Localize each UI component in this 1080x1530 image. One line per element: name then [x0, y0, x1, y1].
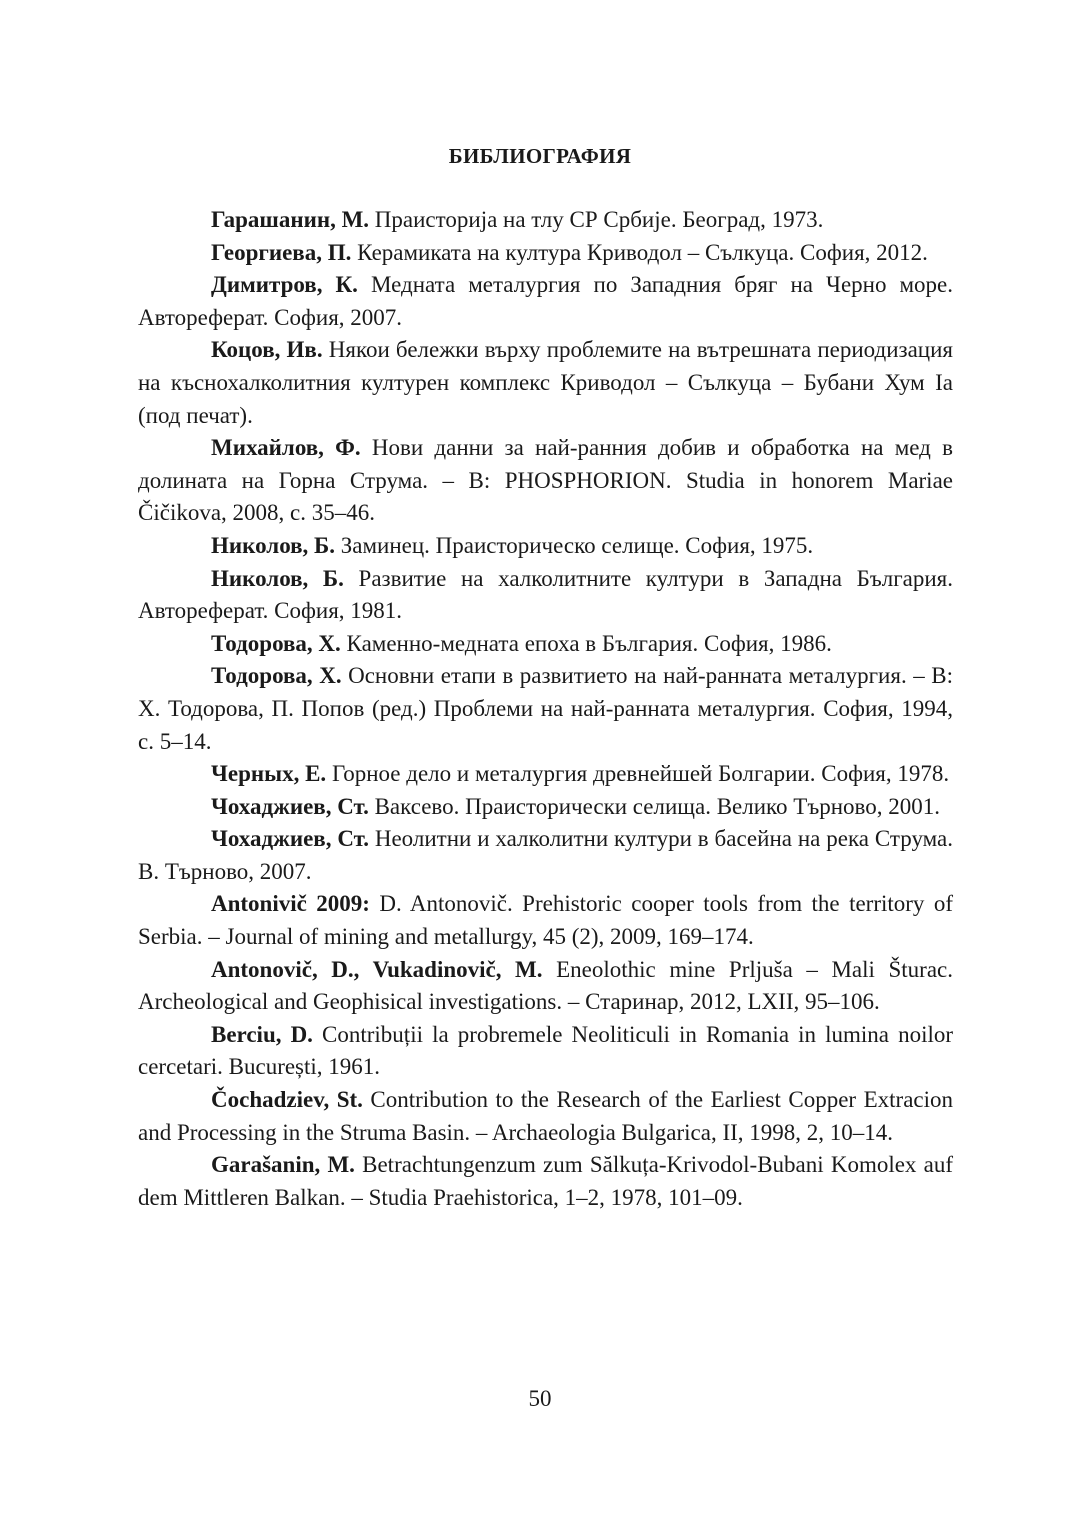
- bibliography-list: [138, 204, 953, 1214]
- entry-author: Николов, Б.: [211, 565, 344, 591]
- bibliography-entry: [138, 954, 953, 1019]
- bibliography-entry: [138, 758, 953, 791]
- bibliography-entry: [138, 888, 953, 953]
- entry-text: Праисторија на тлу СР Србије. Београд, 1973.: [369, 207, 824, 232]
- entry-text: Горное дело и металургия древнейшей Болгарии. София, 1978.: [326, 761, 950, 787]
- entry-author: Георгиева, П.: [211, 239, 352, 265]
- bibliography-entry: [138, 432, 953, 530]
- entry-author: Тодорова, Х.: [211, 630, 341, 656]
- entry-author: Михайлов, Ф.: [211, 435, 361, 461]
- entry-text: Основни етапи в развитието на най-ранната металургия. – В: Х. Тодорова, П. Попов (ред.) Проблеми на най-ранната металургия. София, 1994, с. 5–14.: [138, 663, 954, 754]
- entry-text: Ваксево. Праисторически селища. Велико Търново, 2001.: [368, 793, 941, 819]
- entry-author: Antonovič, D., Vukadinovič, M.: [211, 956, 543, 982]
- bibliography-entry: [138, 1019, 953, 1084]
- bibliography-heading: БИБЛИОГРАФИЯ: [448, 144, 632, 168]
- entry-author: Николов, Б.: [211, 532, 335, 558]
- entry-author: Berciu, D.: [211, 1021, 313, 1047]
- entry-author: Коцов, Ив.: [211, 337, 323, 363]
- bibliography-entry: [138, 791, 953, 824]
- entry-author: Čochadziev, St.: [211, 1087, 363, 1113]
- entry-author: Чохаджиев, Ст.: [211, 826, 369, 852]
- bibliography-entry: [138, 563, 953, 628]
- entry-text: Eneolothic mine Prljuša – Mali Šturac. Archeological and Geophisical investigations. – Старинар, 2012, LXII, 95–106.: [138, 956, 953, 1015]
- bibliography-entry: [138, 269, 953, 334]
- entry-author: Тодорова, Х.: [211, 663, 342, 689]
- entry-author: Antonivič 2009:: [211, 891, 370, 917]
- bibliography-entry: [138, 628, 953, 661]
- bibliography-entry: [138, 1149, 953, 1214]
- entry-author: Чохаджиев, Ст.: [211, 793, 369, 819]
- bibliography-entry: [138, 660, 953, 758]
- entry-author: Garašanin, M.: [211, 1152, 355, 1178]
- entry-text: Нови данни за най-ранния добив и обработка на мед в долината на Горна Струма. – В: PHOSPHORION. Studia in honorem Mariae Čičikova, 2008, с. 35–46.: [138, 435, 953, 526]
- entry-text: Каменно-медната епоха в България. София, 1986.: [340, 630, 832, 656]
- entry-text: Contribution to the Research of the Earliest Copper Extracion and Processing in the Struma Basin. – Archaeologia Bulgarica, II, 1998, 2, 10–14.: [138, 1087, 953, 1145]
- bibliography-entry: [138, 1084, 953, 1149]
- entry-text: Неолитни и халколитни култури в басейна на река Струма. В. Търново, 2007.: [138, 826, 953, 884]
- bibliography-entry: [138, 204, 953, 237]
- entry-text: Betrachtungenzum zum Sălkuța-Krivodol-Bubani Komolex auf dem Mittleren Balkan. – Studia Praehistorica, 1–2, 1978, 101–09.: [138, 1152, 954, 1210]
- entry-text: Заминец. Праисторическо селище. София, 1975.: [335, 532, 814, 558]
- entry-text: Медната металургия по Западния бряг на Черно море. Автореферат. София, 2007.: [138, 272, 954, 330]
- entry-author: Черных, Е.: [211, 761, 327, 787]
- entry-text: Развитие на халколитните култури в Западна България. Автореферат. София, 1981.: [138, 565, 953, 624]
- bibliography-entry: [138, 530, 953, 563]
- entry-author: Димитров, К.: [211, 272, 358, 298]
- entry-text: Керамиката на култура Криводол – Сълкуца. София, 2012.: [351, 239, 928, 265]
- page-number: 50: [528, 1386, 552, 1411]
- entry-text: Някои бележки върху проблемите на вътрешната периодизация на къснохалколитния културен комплекс Криводол – Сълкуца – Бубани Хум Ia (под печат).: [138, 337, 953, 428]
- entry-author: Гарашанин, М.: [211, 207, 370, 232]
- entry-text: D. Antonovič. Prehistoric cooper tools from the territory of Serbia. – Journal of mining and metallurgy, 45 (2), 2009, 169–174.: [138, 891, 954, 950]
- bibliography-entry: [138, 237, 953, 270]
- bibliography-entry: [138, 823, 953, 888]
- bibliography-entry: [138, 334, 953, 432]
- entry-text: Contribuții la probremele Neoliticuli in Romania in lumina noilor cercetari. București, 1961.: [138, 1021, 954, 1080]
